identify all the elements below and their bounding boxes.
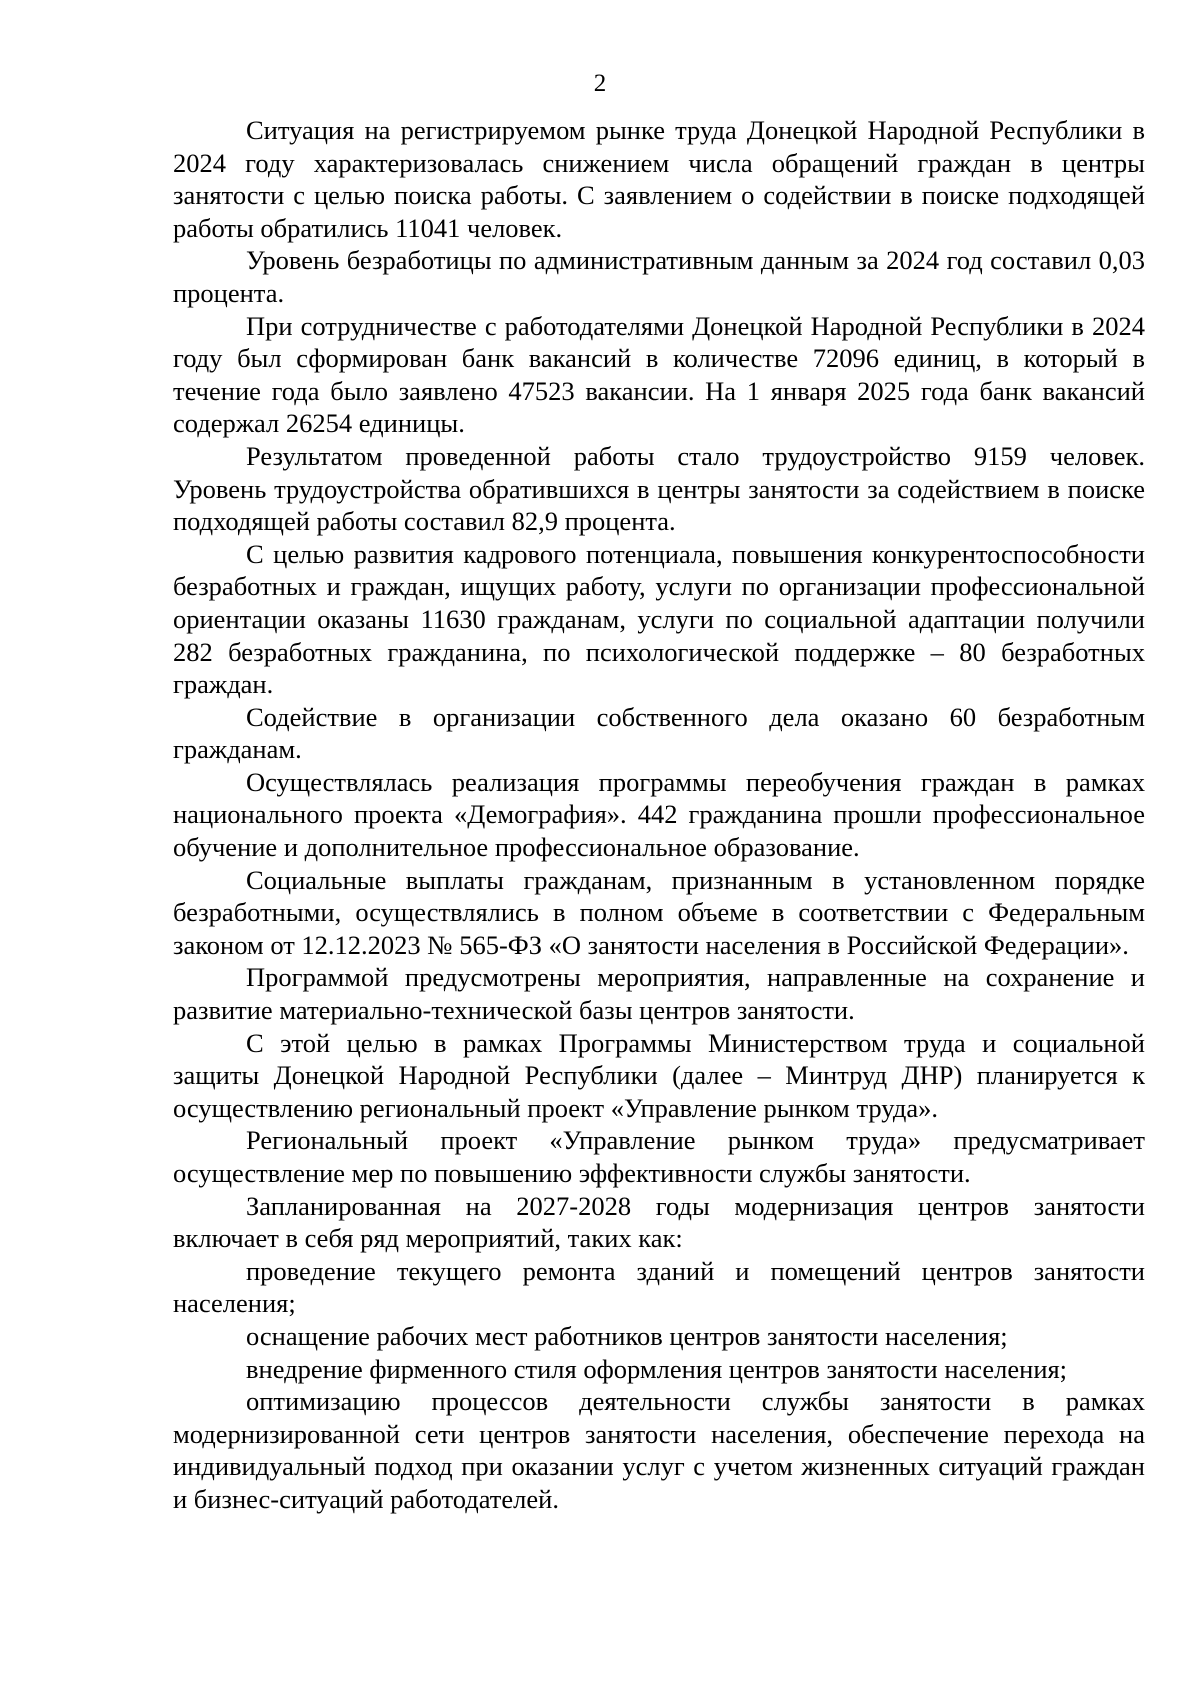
document-body bbox=[173, 114, 1145, 1516]
list-item: оснащение рабочих мест работников центров занятости населения; bbox=[246, 1320, 1008, 1351]
list-item: внедрение фирменного стиля оформления центров занятости населения; bbox=[246, 1353, 1068, 1384]
paragraph: Содействие в организации собственного дела оказано 60 безработным гражданам. bbox=[173, 701, 1145, 765]
paragraph: Региональный проект «Управление рынком труда» предусматривает осуществление мер по повышению эффективности службы занятости. bbox=[173, 1125, 1145, 1188]
paragraph: Программой предусмотрены мероприятия, направленные на сохранение и развитие материально-технической базы центров занятости. bbox=[173, 962, 1145, 1026]
paragraph: С этой целью в рамках Программы Министерством труда и социальной защиты Донецкой Народной Республики (далее – Минтруд ДНР) планируется к осуществлению региональный проект «Управление рынком труда». bbox=[173, 1027, 1145, 1123]
paragraph: Социальные выплаты гражданам, признанным в установленном порядке безработными, осуществлялись в полном объеме в соответствии с Федеральным законом от 12.12.2023 № 565-ФЗ «О занятости населения в Российской Федерации». bbox=[173, 864, 1145, 960]
list-item: оптимизацию процессов деятельности службы занятости в рамках модернизированной сети центров занятости населения, обеспечение перехода на индивидуальный подход при оказании услуг с учетом жизненных ситуаций граждан и бизнес-ситуаций работодателей. bbox=[173, 1386, 1145, 1514]
paragraph: Уровень безработицы по административным данным за 2024 год составил 0,03 процента. bbox=[173, 245, 1145, 308]
paragraph: При сотрудничестве с работодателями Донецкой Народной Республики в 2024 году был сформирован банк вакансий в количестве 72096 единиц, в который в течение года было заявлено 47523 вакансии. На 1 января 2025 года банк вакансий содержал 26254 единицы. bbox=[173, 310, 1145, 439]
page-number: 2 bbox=[593, 70, 607, 97]
paragraph: Результатом проведенной работы стало трудоустройство 9159 человек. Уровень трудоустройства обратившихся в центры занятости за содействием в поиске подходящей работы составил 82,9 процента. bbox=[173, 440, 1145, 537]
paragraph: Запланированная на 2027-2028 годы модернизация центров занятости включает в себя ряд мероприятий, таких как: bbox=[173, 1190, 1145, 1254]
paragraph: С целью развития кадрового потенциала, повышения конкурентоспособности безработных и граждан, ищущих работу, услуги по организации профессиональной ориентации оказаны 11630 гражданам, услуги по социальной адаптации получили 282 безработных гражданина, по психологической поддержке – 80 безработных граждан. bbox=[173, 538, 1145, 700]
paragraph: Осуществлялась реализация программы переобучения граждан в рамках национального проекта «Демография». 442 гражданина прошли профессиональное обучение и дополнительное профессиональное образование. bbox=[173, 766, 1145, 863]
list-item: проведение текущего ремонта зданий и помещений центров занятости населения; bbox=[173, 1255, 1145, 1319]
paragraph: Ситуация на регистрируемом рынке труда Донецкой Народной Республики в 2024 году характеризовалась снижением числа обращений граждан в центры занятости с целью поиска работы. С заявлением о содействии в поиске подходящей работы обратились 11041 человек. bbox=[173, 115, 1145, 243]
